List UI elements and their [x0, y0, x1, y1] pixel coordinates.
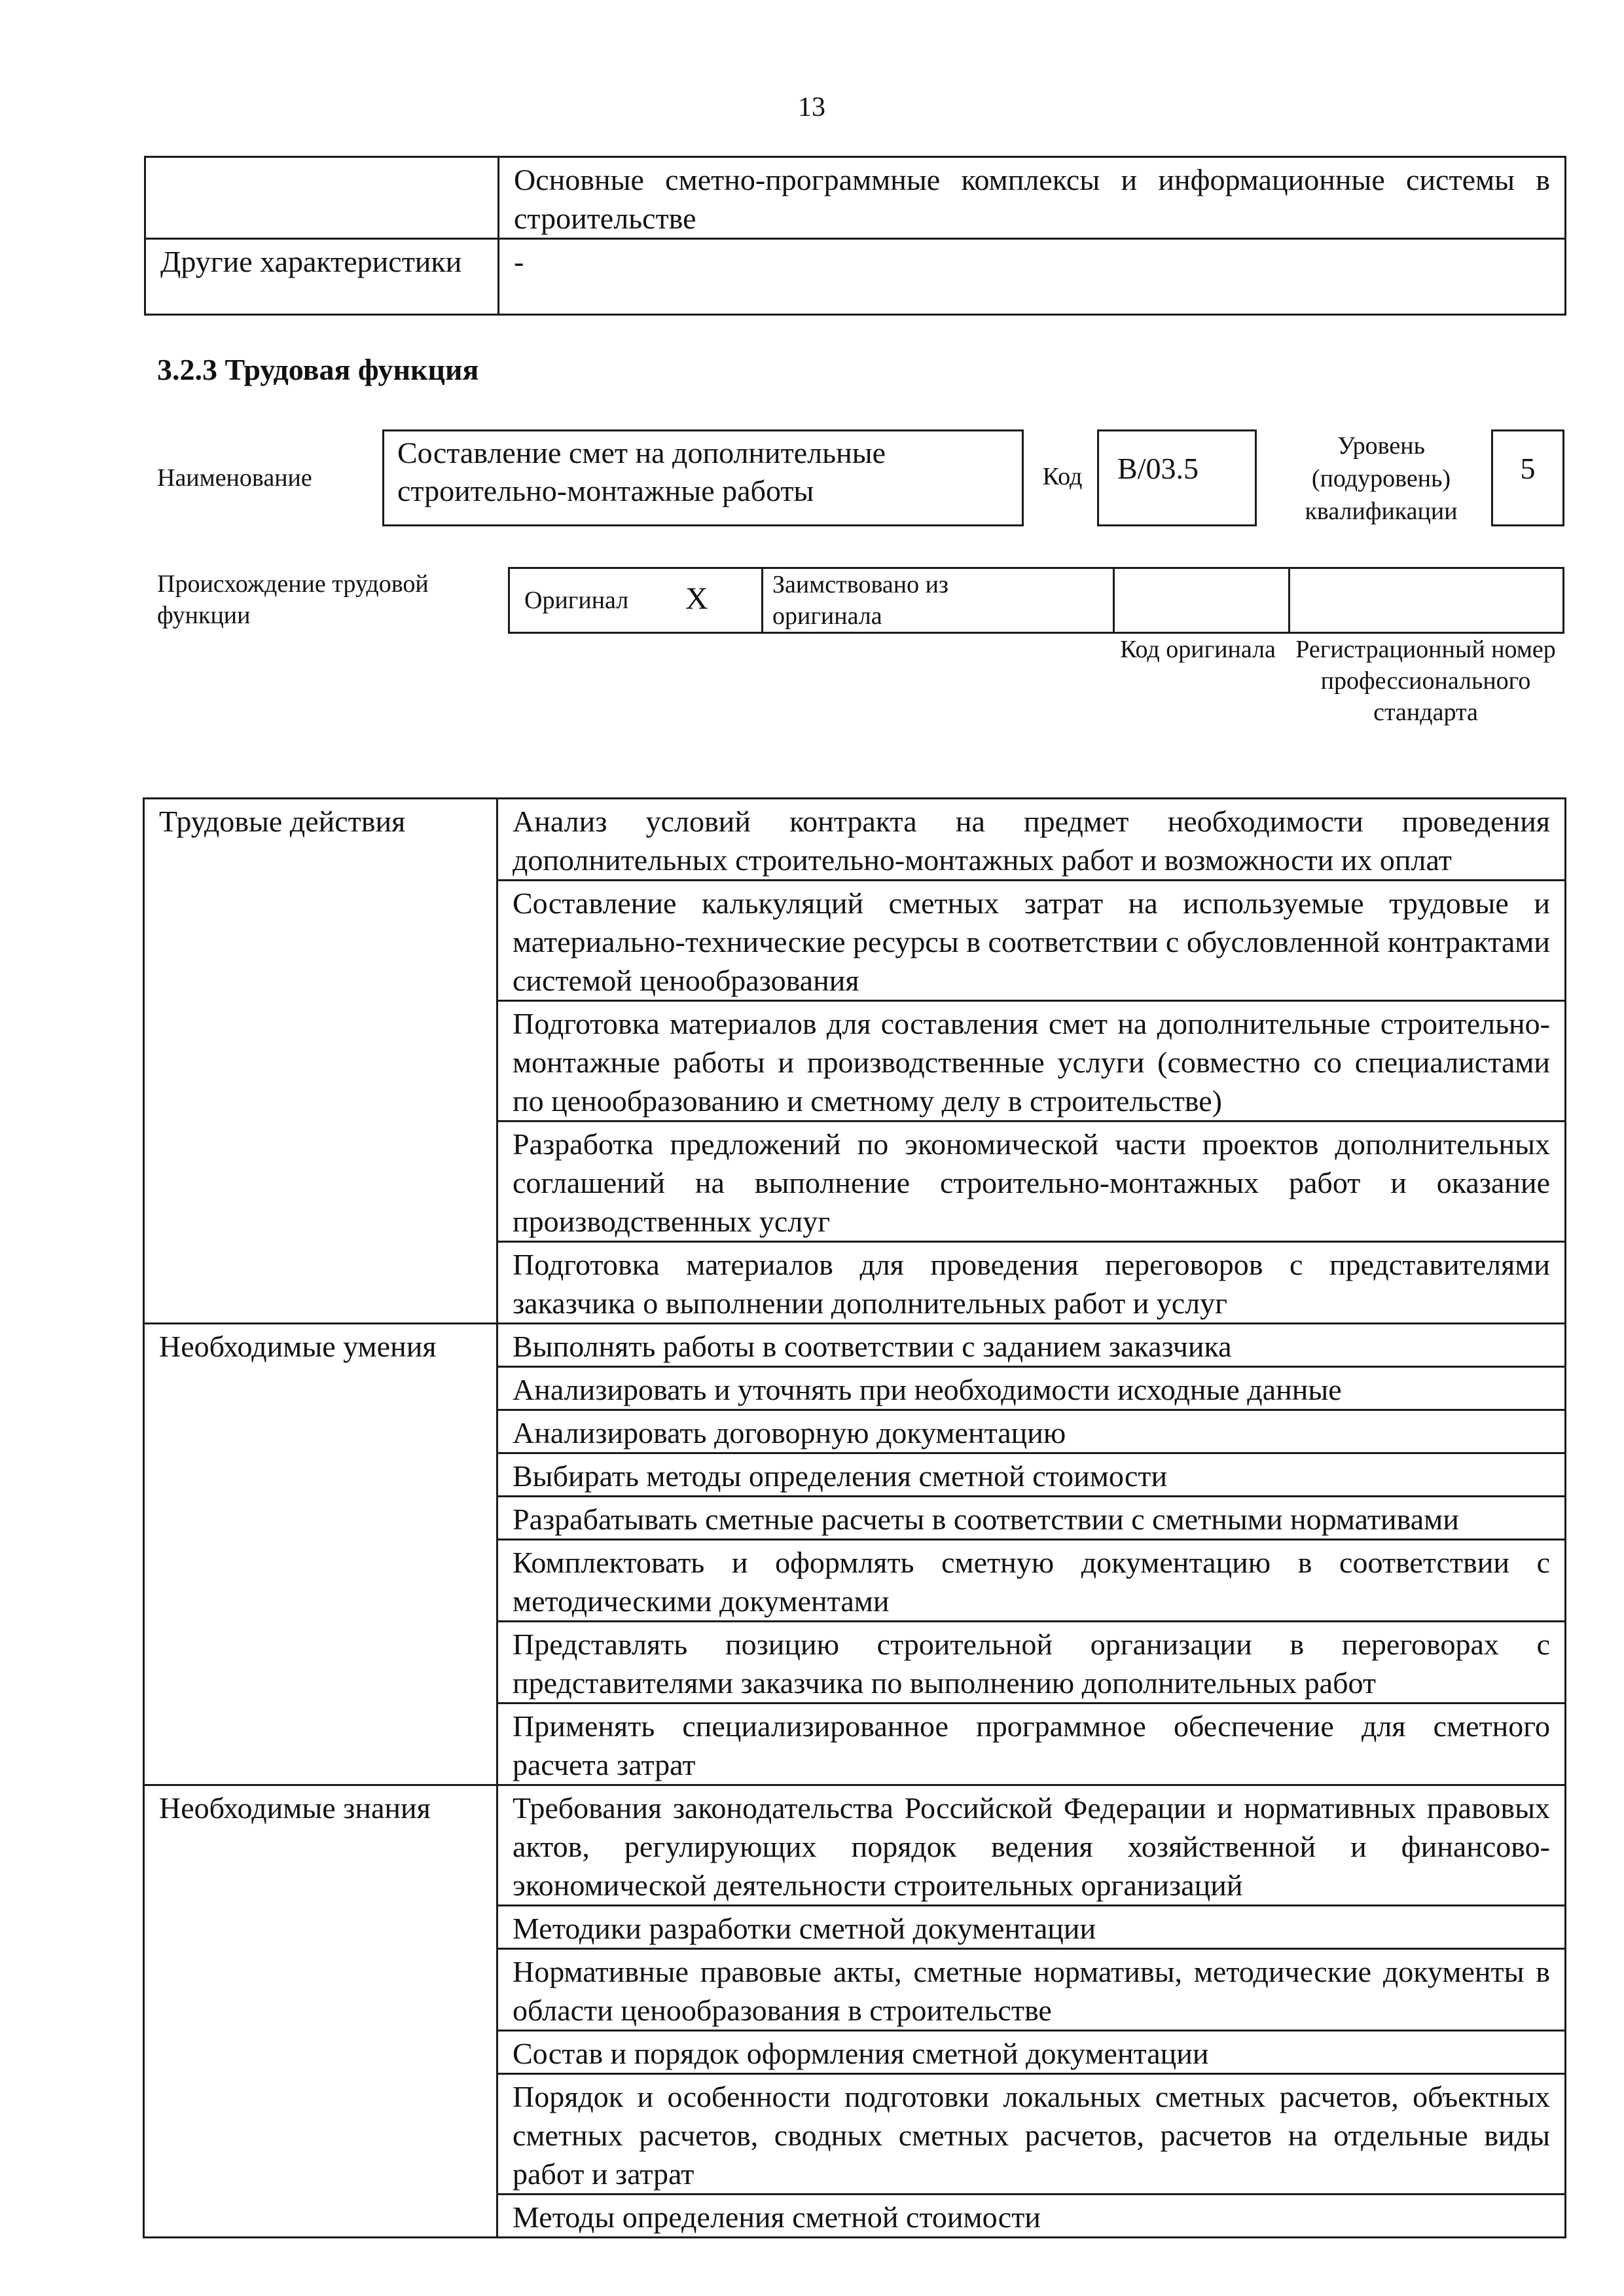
name-label: Наименование — [157, 464, 312, 492]
section-item: Комплектовать и оформлять сметную документацию в соответствии с методическими документами — [497, 1540, 1566, 1622]
section-item: Методики разработки сметной документации — [497, 1906, 1566, 1949]
section-item: Анализировать и уточнять при необходимости исходные данные — [497, 1367, 1566, 1410]
section-item: Анализировать договорную документацию — [497, 1410, 1566, 1453]
section-item: Выбирать методы определения сметной стоимости — [497, 1453, 1566, 1497]
section-item: Выполнять работы в соответствии с заданием заказчика — [497, 1324, 1566, 1367]
level-value: 5 — [1520, 452, 1536, 485]
code-value: B/03.5 — [1117, 452, 1199, 485]
borrowed-cell — [763, 569, 1115, 632]
code-caption: Код оригинала — [1120, 636, 1276, 663]
page-number: 13 — [798, 92, 825, 122]
section-item: Состав и порядок оформления сметной документации — [497, 2031, 1566, 2074]
section-heading: Необходимые умения — [144, 1324, 497, 1785]
name-value: Составление смет на дополнительные строительно-монтажные работы — [397, 436, 886, 507]
top-table-row1-text: Основные сметно-программные комплексы и информационные системы в строительстве — [499, 157, 1566, 239]
level-label: Уровень (подуровень) квалификации — [1305, 432, 1458, 525]
original-code-cell — [1115, 569, 1290, 632]
section-title: 3.2.3 Трудовая функция — [157, 353, 479, 386]
top-table-other-value: - — [499, 239, 1566, 315]
name-value-box — [382, 429, 1024, 526]
original-label: Оригинал — [524, 587, 629, 614]
top-table-other-label: Другие характеристики — [145, 239, 499, 315]
original-cell — [510, 569, 763, 632]
borrowed-label: Заимствовано из оригинала — [772, 571, 948, 630]
level-value-box — [1491, 429, 1564, 526]
code-label: Код — [1042, 463, 1083, 490]
top-table-empty-cell — [145, 157, 499, 239]
original-mark: X — [685, 581, 708, 616]
table-row — [144, 1324, 1566, 1367]
section-item: Требования законодательства Российской Федерации и нормативных правовых актов, регулирующих порядок ведения хозяйственной и финансово-экономической деятельности строительных организаций — [497, 1785, 1566, 1906]
section-item: Порядок и особенности подготовки локальных сметных расчетов, объектных сметных расчетов, сводных сметных расчетов, расчетов на отдельные виды работ и затрат — [497, 2074, 1566, 2195]
section-item: Представлять позицию строительной организации в переговорах с представителями заказчика по выполнению дополнительных работ — [497, 1622, 1566, 1704]
reg-number-cell — [1290, 569, 1562, 632]
table-row — [144, 799, 1566, 881]
top-table — [144, 156, 1566, 316]
section-item: Нормативные правовые акты, сметные нормативы, методические документы в области ценообразования в строительстве — [497, 1949, 1566, 2031]
section-item: Применять специализированное программное обеспечение для сметного расчета затрат — [497, 1704, 1566, 1785]
table-row — [144, 1785, 1566, 1906]
section-item: Составление калькуляций сметных затрат на используемые трудовые и материально-технические ресурсы в соответствии с обусловленной контрактами системой ценообразования — [497, 881, 1566, 1001]
section-heading: Необходимые знания — [144, 1785, 497, 2238]
section-heading: Трудовые действия — [144, 799, 497, 1324]
section-item: Разрабатывать сметные расчеты в соответствии с сметными нормативами — [497, 1497, 1566, 1540]
main-table — [143, 797, 1566, 2238]
reg-caption: Регистрационный номер профессионального стандарта — [1295, 636, 1556, 726]
section-item: Подготовка материалов для проведения переговоров с представителями заказчика о выполнении дополнительных работ и услуг — [497, 1242, 1566, 1324]
origin-label: Происхождение трудовой функции — [157, 570, 429, 629]
code-value-box — [1097, 429, 1257, 526]
origin-row — [508, 567, 1564, 634]
section-item: Методы определения сметной стоимости — [497, 2195, 1566, 2238]
section-item: Анализ условий контракта на предмет необходимости проведения дополнительных строительно-монтажных работ и возможности их оплат — [497, 799, 1566, 881]
section-item: Разработка предложений по экономической части проектов дополнительных соглашений на выполнение строительно-монтажных работ и оказание производственных услуг — [497, 1121, 1566, 1242]
section-item: Подготовка материалов для составления смет на дополнительные строительно-монтажные работы и производственные услуги (совместно со специалистами по ценообразованию и сметному делу в строительстве) — [497, 1001, 1566, 1121]
